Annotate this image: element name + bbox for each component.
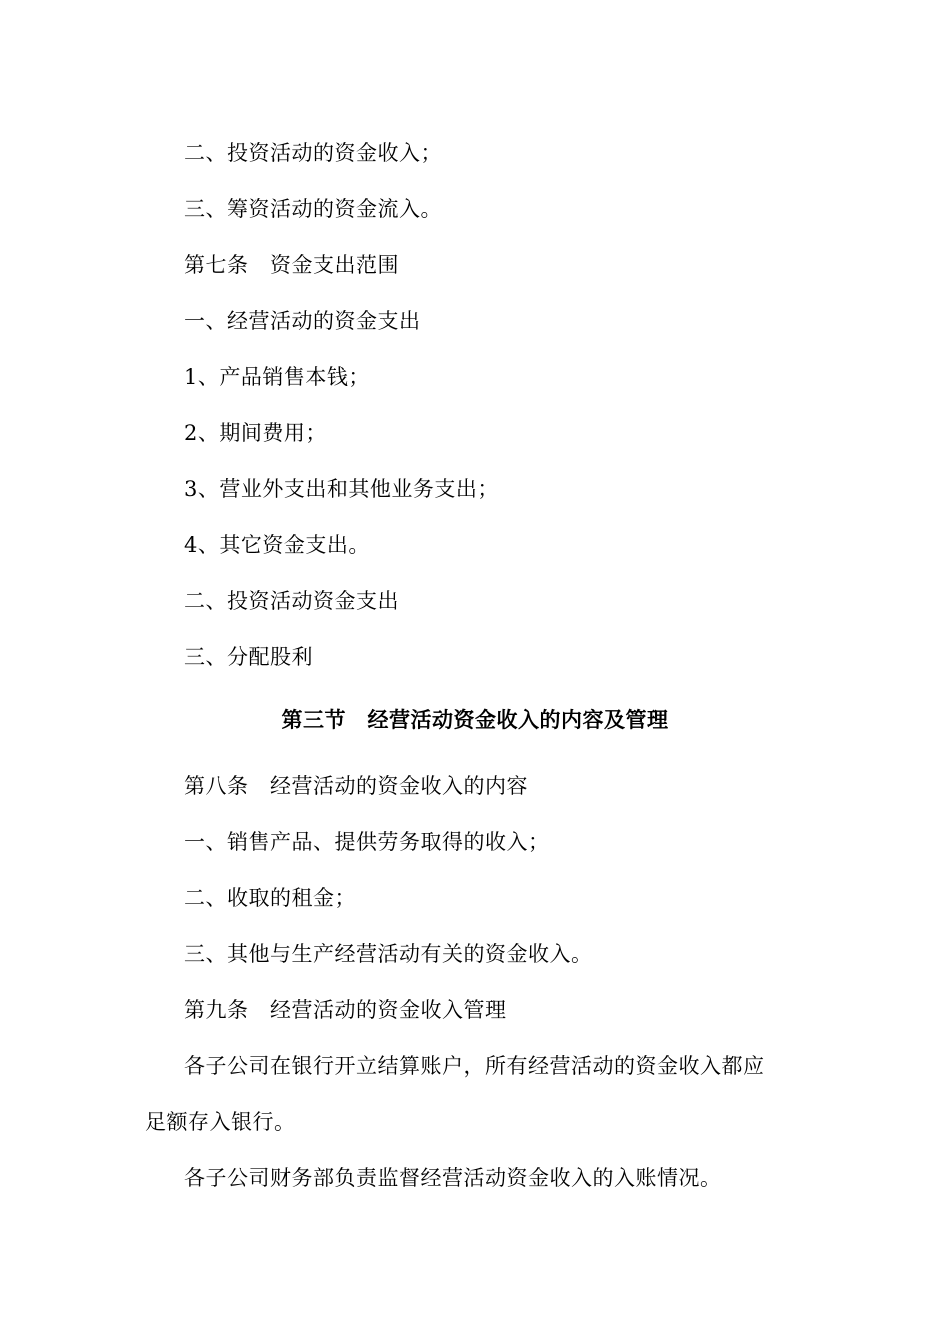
paragraph-line: 各子公司在银行开立结算账户，所有经营活动的资金收入都应	[184, 1054, 765, 1078]
text-line: 二、投资活动的资金收入；	[184, 141, 442, 165]
paragraph-line: 足额存入银行。	[145, 1110, 296, 1134]
text-line: 二、收取的租金；	[184, 886, 356, 910]
text-line: 二、投资活动资金支出	[184, 589, 399, 613]
text-line: 1、产品销售本钱；	[184, 365, 370, 389]
text-line: 4、其它资金支出。	[184, 533, 370, 557]
article-heading: 第八条 经营活动的资金收入的内容	[184, 774, 528, 798]
text-line: 三、分配股利	[184, 645, 313, 669]
text-line: 三、其他与生产经营活动有关的资金收入。	[184, 942, 593, 966]
text-line: 三、筹资活动的资金流入。	[184, 197, 442, 221]
text-line: 3、营业外支出和其他业务支出；	[184, 477, 499, 501]
text-line: 2、期间费用；	[184, 421, 327, 445]
text-line: 一、销售产品、提供劳务取得的收入；	[184, 830, 550, 854]
section-heading: 第三节 经营活动资金收入的内容及管理	[281, 707, 669, 732]
article-heading: 第九条 经营活动的资金收入管理	[184, 998, 507, 1022]
article-heading: 第七条 资金支出范围	[184, 253, 399, 277]
text-line: 一、经营活动的资金支出	[184, 309, 421, 333]
paragraph-line: 各子公司财务部负责监督经营活动资金收入的入账情况。	[184, 1166, 722, 1190]
